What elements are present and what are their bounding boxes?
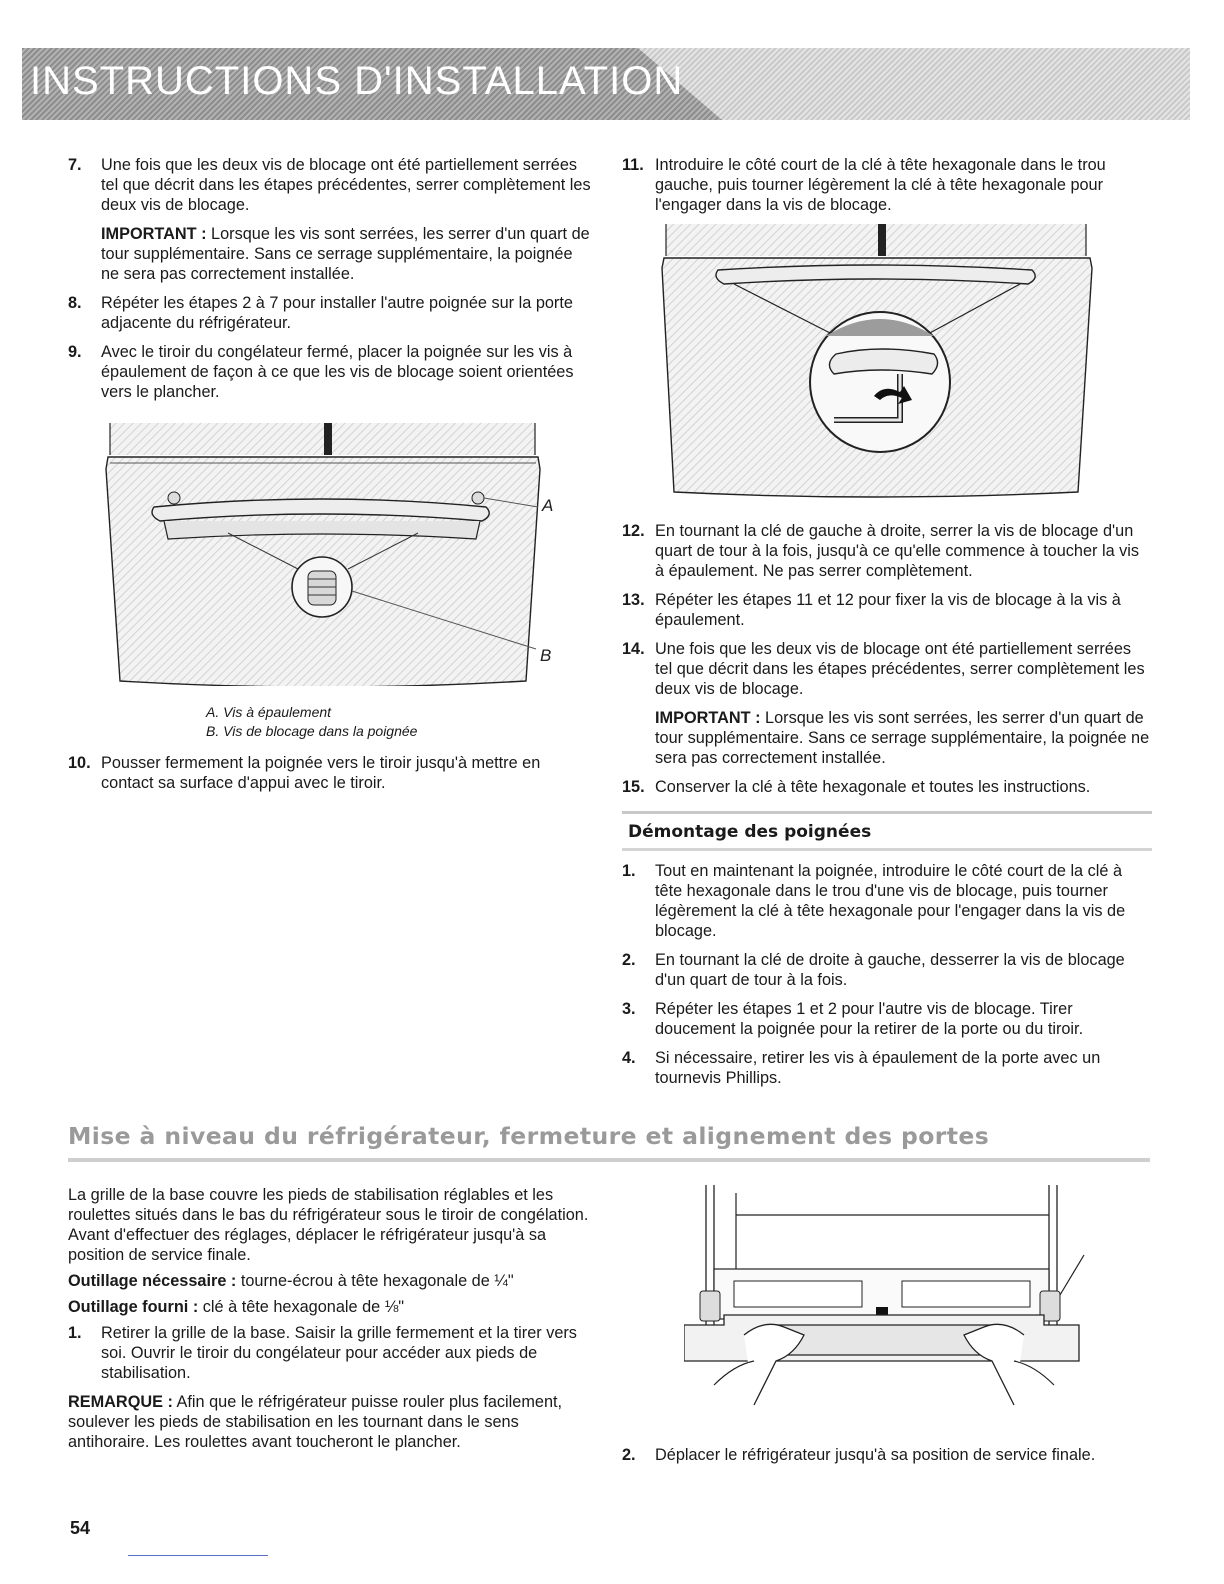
step-number: 14.: [622, 640, 645, 658]
leveling-left-column: [68, 1185, 593, 1458]
leveling-step-1: [68, 1323, 593, 1383]
step-number: 1.: [622, 862, 636, 880]
step-text: Une fois que les deux vis de blocage ont été partiellement serrées tel que décrit dans les étapes précédentes, serrer complètement les deux vis de blocage.: [655, 640, 1145, 698]
step-text: Pousser fermement la poignée vers le tiroir jusqu'à mettre en contact sa surface d'appui avec le tiroir.: [101, 754, 541, 792]
step-number: 3.: [622, 1000, 636, 1018]
header-banner: [22, 48, 1190, 120]
step-12: [622, 521, 1152, 581]
step-number: 12.: [622, 522, 645, 540]
step-number: 7.: [68, 156, 82, 174]
hex-key-illustration: [622, 224, 1152, 509]
removal-heading: Démontage des poignées: [622, 811, 1152, 851]
footer-rule: [128, 1555, 268, 1556]
important-note: [655, 708, 1152, 768]
hex-key-drawing: [622, 224, 1147, 504]
step-number: 13.: [622, 591, 645, 609]
removal-step-3: [622, 999, 1152, 1039]
leveling-heading: Mise à niveau du réfrigérateur, fermeture et alignement des portes: [68, 1122, 1150, 1162]
important-text: Lorsque les vis sont serrées, les serrer d'un quart de tour supplémentaire. Sans ce serrage supplémentaire, la poignée ne sera pas correctement installée.: [655, 709, 1150, 767]
step-text: Répéter les étapes 11 et 12 pour fixer la vis de blocage à la vis à épaulement.: [655, 591, 1121, 629]
page-title: INSTRUCTIONS D'INSTALLATION: [30, 59, 684, 103]
page-number: 54: [70, 1518, 91, 1538]
step-number: 15.: [622, 778, 645, 796]
step-text: Déplacer le réfrigérateur jusqu'à sa position de service finale.: [655, 1446, 1096, 1464]
handle-screws-illustration: [68, 411, 593, 691]
removal-step-4: [622, 1048, 1152, 1088]
important-label: IMPORTANT :: [655, 709, 761, 727]
step-text: Conserver la clé à tête hexagonale et toutes les instructions.: [655, 778, 1091, 796]
step-number: 8.: [68, 294, 82, 312]
step-text: Si nécessaire, retirer les vis à épaulement de la porte avec un tournevis Phillips.: [655, 1049, 1101, 1087]
tools-needed-label: Outillage nécessaire :: [68, 1272, 237, 1290]
figure-caption: [68, 703, 593, 741]
step-8: [68, 293, 593, 333]
step-text: Répéter les étapes 2 à 7 pour installer l'autre poignée sur la porte adjacente du réfrigérateur.: [101, 294, 573, 332]
leveling-step-2: [622, 1445, 1152, 1465]
step-text: Introduire le côté court de la clé à tête hexagonale dans le trou gauche, puis tourner légèrement la clé à tête hexagonale pour l'engager dans la vis de blocage.: [655, 156, 1106, 214]
step-text: En tournant la clé de gauche à droite, serrer la vis de blocage d'un quart de tour à la fois, jusqu'à ce qu'elle commence à toucher la vis à épaulement. Ne pas serrer complètement.: [655, 522, 1140, 580]
removal-step-1: [622, 861, 1152, 941]
remark-label: REMARQUE :: [68, 1393, 173, 1411]
right-column: [622, 155, 1152, 1097]
tools-needed-text: tourne-écrou à tête hexagonale de ¼": [236, 1272, 514, 1290]
label-b: B: [540, 646, 552, 665]
step-number: 10.: [68, 754, 91, 772]
label-a: A: [542, 496, 554, 515]
step-10: [68, 753, 593, 793]
caption-b: B. Vis de blocage dans la poignée: [206, 723, 418, 739]
step-11: [622, 155, 1152, 215]
step-9: [68, 342, 593, 402]
tools-supplied-label: Outillage fourni :: [68, 1298, 199, 1316]
important-label: IMPORTANT :: [101, 225, 207, 243]
step-text: Avec le tiroir du congélateur fermé, placer la poignée sur les vis à épaulement de façon à ce que les vis de blocage soient orientées vers le plancher.: [101, 343, 574, 401]
leveling-intro: La grille de la base couvre les pieds de stabilisation réglables et les roulettes situés dans le bas du réfrigérateur sous le tiroir de congélation. Avant d'effectuer des réglages, déplacer le réfrigérateur jusqu'à sa position de service finale.: [68, 1186, 589, 1264]
important-note: [101, 224, 593, 284]
step-text: Une fois que les deux vis de blocage ont été partiellement serrées tel que décrit dans les étapes précédentes, serrer complètement les deux vis de blocage.: [101, 156, 591, 214]
step-text: En tournant la clé de droite à gauche, desserrer la vis de blocage d'un quart de tour à la fois.: [655, 951, 1125, 989]
step-number: 9.: [68, 343, 82, 361]
step-number: 2.: [622, 1446, 636, 1464]
remark-text: Afin que le réfrigérateur puisse rouler plus facilement, soulever les pieds de stabilisation en les tournant dans le sens antihoraire. Les roulettes avant toucheront le plancher.: [68, 1393, 563, 1451]
step-number: 2.: [622, 951, 636, 969]
removal-step-2: [622, 950, 1152, 990]
remark-note: [68, 1392, 593, 1452]
step-text: Tout en maintenant la poignée, introduire le côté court de la clé à tête hexagonale dans le trou d'une vis de blocage, puis tourner légèrement la clé à tête hexagonale pour l'engager dans la vis de blocage.: [655, 862, 1126, 940]
important-text: Lorsque les vis sont serrées, les serrer d'un quart de tour supplémentaire. Sans ce serrage supplémentaire, la poignée ne sera pas correctement installée.: [101, 225, 590, 283]
step-14: [622, 639, 1152, 699]
step-number: 4.: [622, 1049, 636, 1067]
handle-screws-drawing: [68, 411, 593, 686]
base-grille-illustration: [684, 1185, 1104, 1433]
tools-supplied: [68, 1297, 593, 1317]
step-13: [622, 590, 1152, 630]
step-text: Répéter les étapes 1 et 2 pour l'autre vis de blocage. Tirer doucement la poignée pour la retirer de la porte ou du tiroir.: [655, 1000, 1084, 1038]
step-7: [68, 155, 593, 215]
step-number: 11.: [622, 156, 644, 174]
step-15: [622, 777, 1152, 797]
leveling-right-column: [622, 1185, 1152, 1474]
step-number: 1.: [68, 1324, 82, 1342]
tools-supplied-text: clé à tête hexagonale de ⅛": [198, 1298, 405, 1316]
step-text: Retirer la grille de la base. Saisir la grille fermement et la tirer vers soi. Ouvrir le tiroir du congélateur pour accéder aux pieds de stabilisation.: [101, 1324, 577, 1382]
left-column: [68, 155, 593, 802]
caption-a: A. Vis à épaulement: [206, 704, 332, 720]
tools-needed: [68, 1271, 593, 1291]
